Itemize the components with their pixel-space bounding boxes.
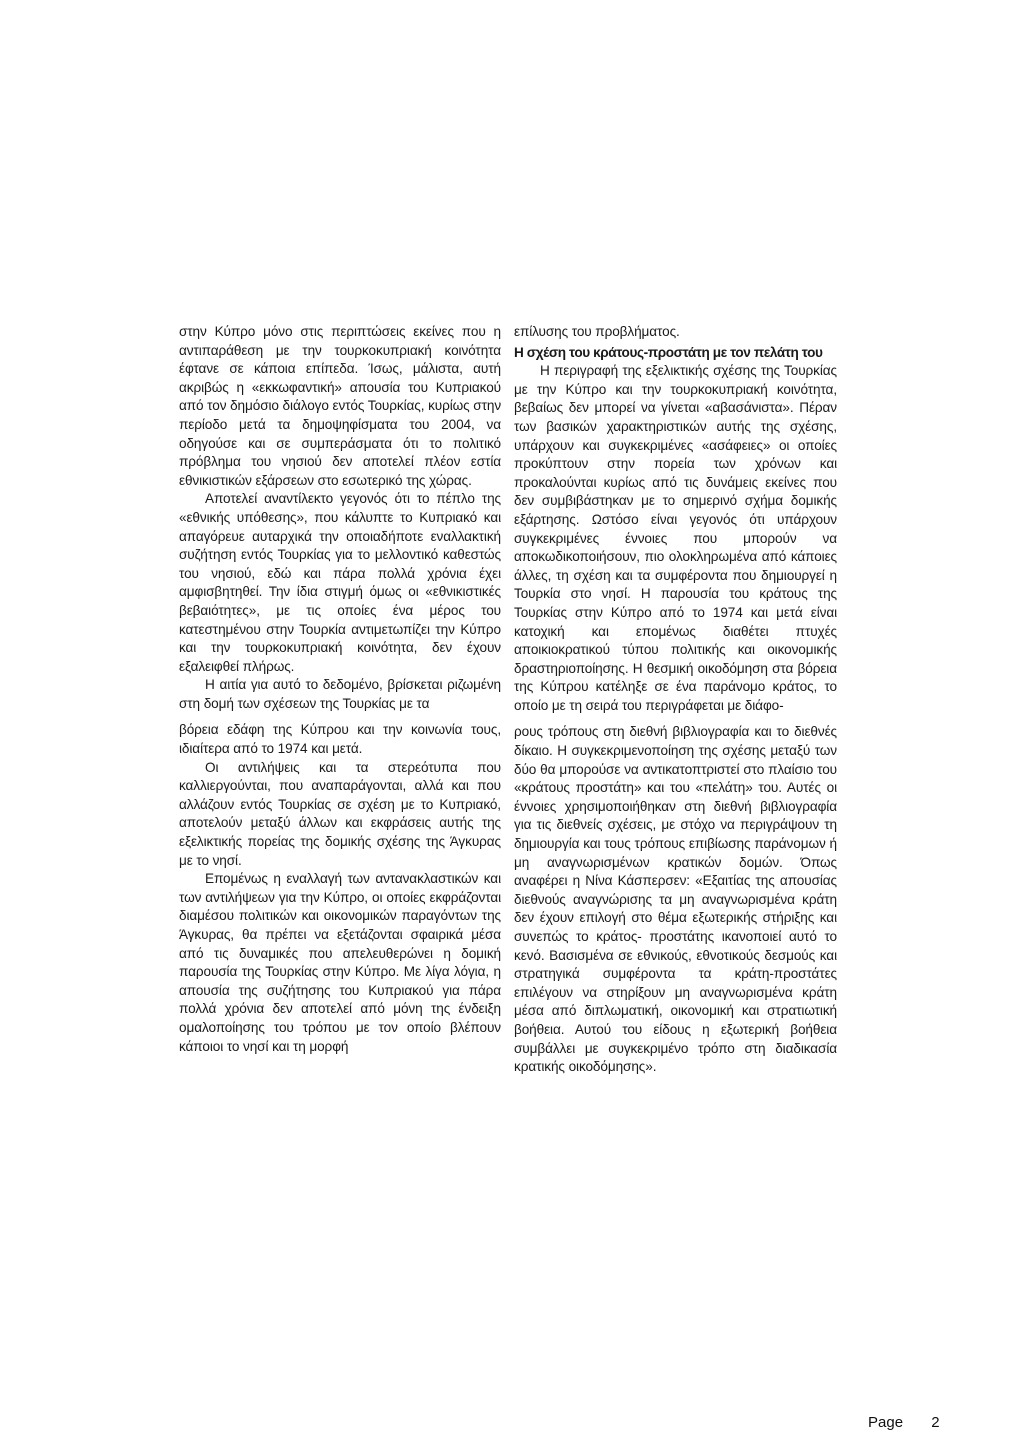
page-label: Page bbox=[868, 1414, 904, 1431]
page-number: 2 bbox=[931, 1414, 940, 1431]
paragraph-left-3: Η αιτία για αυτό το δεδομένο, βρίσκεται ριζωμένη στη δομή των σχέσεων της Τουρκίας με τα bbox=[179, 677, 501, 711]
paragraph-left-1: στην Κύπρο μόνο στις περιπτώσεις εκείνες που η αντιπαράθεση με την τουρκοκυπριακή κοινότητα έφτανε σε κάποια επίπεδα. Ίσως, μάλιστα, αυτή ακριβώς η «εκκωφαντική» απουσία του Κυπριακού από τον δημόσιο διάλογο εντός Τουρκίας, κυρίως στην περίοδο μετά τα δημοψηφίσματα του 2004, να οδηγούσε και σε συμπεράσματα ότι το πολιτικό πρόβλημα του νησιού δεν αποτελεί πλέον εστία εθνικιστικών εξάρσεων στο εσωτερικό της χώρας. bbox=[179, 324, 502, 488]
paragraph-right-1: Η περιγραφή της εξελικτικής σχέσης της Τουρκίας με την Κύπρο και την τουρκοκυπριακή κοινότητα, βεβαίως δεν μπορεί να γίνεται «αβασάνιστα». Πέραν των βασικών χαρακτηριστικών αυτής της σχέσης, υπάρχουν και συγκεκριμένες «ασάφειες» οι οποίες προκύπτουν στην πορεία των χρόνων και προκαλούνται κυρίως από τις δυνάμεις εκείνες που δεν συμβιβάστηκαν με το σημερινό σχήμα δομικής εξάρτησης. Ωστόσο είναι γεγονός ότι υπάρχουν συγκεκριμένες έννοιες που μπορούν να αποκωδικοποιήσουν, πιο ολοκληρωμένα από κάποιες άλλες, τη σχέση και τα συμφέροντα που δημιουργεί η Τουρκία στο νησί. Η παρουσία του κράτους της Τουρκίας στην Κύπρο από το 1974 και μετά είναι κατοχική και επομένως διαθέτει πτυχές αποικιοκρατικού τύπου πολιτικής και οικονομικής δραστηριοποίησης. Η θεσμική οικοδόμηση στα βόρεια της Κύπρου κατέληξε σε ένα παράνομο κράτος, το οποίο με τη σειρά του περιγράφεται με διάφο- bbox=[514, 363, 837, 713]
paragraph-right-intro: επίλυσης του προβλήματος. bbox=[514, 324, 680, 339]
paragraph-left-4: βόρεια εδάφη της Κύπρου και την κοινωνία τους, ιδιαίτερα από το 1974 και μετά. bbox=[179, 722, 501, 757]
paragraph-left-2: Αποτελεί αναντίλεκτο γεγονός ότι το πέπλο της «εθνικής υπόθεσης», που κάλυπτε το Κυπριακό και απαγόρευε αυταρχικά την οποιαδήποτε εναλλακτική συζήτηση εντός Τουρκίας για το μελλοντικό καθεστώς του νησιού, εδώ και πάρα πολλά χρόνια έχει αμφισβητηθεί. Την ίδια στιγμή όμως οι «εθνικιστικές βεβαιότητες», με τις οποίες ένα μέρος του κατεστημένου στην Τουρκία αντιμετωπίζει την Κύπρο και την τουρκοκυπριακή κοινότητα, δεν έχουν εξαλειφθεί πλήρως. bbox=[179, 491, 501, 674]
paragraph-right-2: ρους τρόπους στη διεθνή βιβλιογραφία και το διεθνές δίκαιο. Η συγκεκριμενοποίηση της σχέσης μεταξύ των δύο θα μπορούσε να αντικατοπτριστεί στο πλαίσιο του «κράτους προστάτη» και του «πελάτη» του. Αυτές οι έννοιες χρησιμοποιήθηκαν στη διεθνή βιβλιογραφία για τις διεθνείς σχέσεις, με στόχο να περιγράψουν τη δημιουργία και τους τρόπους επιβίωσης παράνομων ή μη αναγνωρισμένων κρατικών δομών. Όπως αναφέρει η Νίνα Κάσπερσεν: «Εξαιτίας της απουσίας διεθνούς αναγνώρισης τα μη αναγνωρισμένα κράτη δεν έχουν επιλογή στο θέμα εξωτερικής στήριξης και συνεπώς το κράτος- προστάτης ικανοποιεί αυτό το κενό. Βασισμένα σε εθνικούς, εθνοτικούς δεσμούς και στρατηγικά συμφέροντα τα κράτη-προστάτες επιλέγουν να στηρίξουν μη αναγνωρισμένα κράτη μέσα από διπλωματική, οικονομική και στρατιωτική βοήθεια. Αυτού του είδους η εξωτερική βοήθεια συμβάλλει με συγκεκριμένο τρόπο στη διαδικασία κρατικής οικοδόμησης». bbox=[514, 724, 837, 1075]
left-column bbox=[179, 323, 501, 1056]
page-footer bbox=[868, 1413, 940, 1433]
section-heading: Η σχέση του κράτους-προστάτη με τον πελάτη του bbox=[514, 344, 823, 360]
right-column bbox=[514, 323, 837, 1077]
paragraph-left-6: Επομένως η εναλλαγή των αντανακλαστικών και των αντιλήψεων για την Κύπρο, οι οποίες εκφράζονται διαμέσου πολιτικών και οικονομικών παραγόντων της Άγκυρας, θα πρέπει να εξετάζονται σφαιρικά μέσα από τις δυναμικές που απελευθερώνει η δομική παρουσία της Τουρκίας στην Κύπρο. Με λίγα λόγια, η απουσία της συζήτησης του Κυπριακού για πάρα πολλά χρόνια δεν αποτελεί από μόνη της ένδειξη ομαλοποίησης του τρόπου με τον οποίο βλέπουν κάποιοι το νησί και τη μορφή bbox=[179, 871, 501, 1054]
paragraph-left-5: Οι αντιλήψεις και τα στερεότυπα που καλλιεργούνται, που αναπαράγονται, αλλά και που αλλάζουν εντός Τουρκίας σε σχέση με το Κυπριακό, αποτελούν μεταξύ άλλων και εκφράσεις αυτής της εξελικτικής πορείας της δομικής σχέσης της Άγκυρας με το νησί. bbox=[179, 759, 501, 868]
